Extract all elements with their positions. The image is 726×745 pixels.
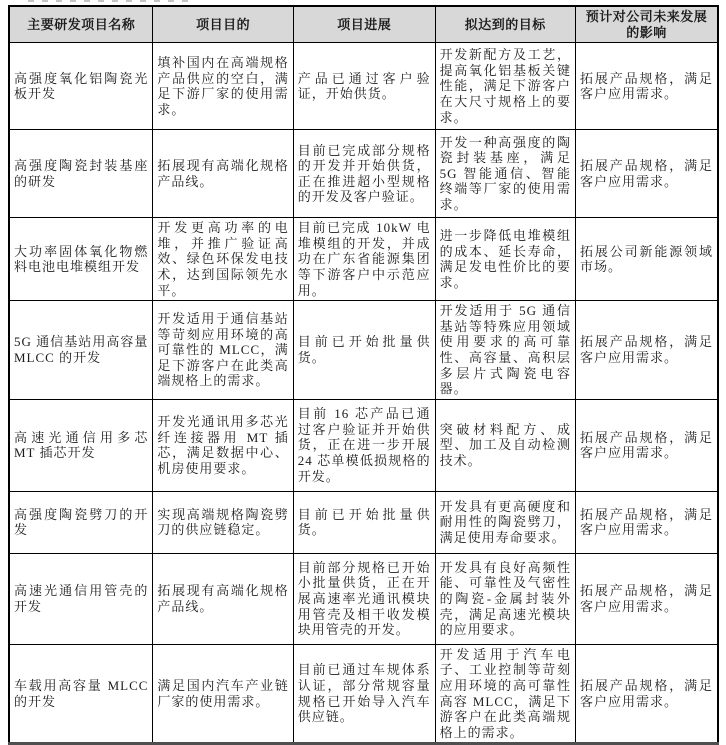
cell-impact: 拓展产品规格，满足客户应用需求。 [575,644,718,744]
cell-purpose: 拓展现有高端化规格产品线。 [153,130,293,218]
table-header-row [9,6,718,43]
table-row [9,218,718,301]
cell-name: 大功率固体氧化物燃料电池电堆模组开发 [9,218,153,301]
cell-name: 高强度氧化铝陶瓷光板开发 [9,43,153,130]
cell-progress: 目前已通过车规体系认证，部分常规容量规格已开始导入汽车供应链。 [293,644,435,744]
cell-progress: 目前已完成 10kW 电堆模组的开发，并成功在广东省能源集团等下游客户中示范应用。 [293,218,435,301]
col-header-goal: 拟达到的目标 [435,6,575,43]
table-row [9,301,718,400]
rd-projects-table [8,5,719,745]
cell-purpose: 填补国内在高端规格产品供应的空白，满足下游厂家的使用需求。 [153,43,293,130]
cell-goal: 开发具有更高硬度和耐用性的陶瓷劈刀，满足使用寿命要求。 [435,491,575,553]
cell-name: 5G 通信基站用高容量 MLCC 的开发 [9,301,153,400]
cell-purpose: 开发光通讯用多芯光纤连接器用 MT 插芯，满足数据中心、机房使用要求。 [153,399,293,491]
table-row [9,130,718,218]
cell-impact: 拓展产品规格，满足客户应用需求。 [575,553,718,644]
cell-progress: 目前部分规格已开始小批量供货，正在开展高速率光通讯模块用管壳及相干收发模块用管壳的开发。 [293,553,435,644]
cell-name: 车载用高容量 MLCC 的开发 [9,644,153,744]
table-body [9,43,718,744]
cell-progress: 目前 16 芯产品已通过客户验证并开始供货，正在进一步开展 24 芯单模低损规格的开发。 [293,399,435,491]
table-row [9,553,718,644]
cell-progress: 目前已开始批量供货。 [293,491,435,553]
cell-goal: 开发一种高强度的陶瓷封装基座，满足 5G 智能通信、智能终端等厂家的使用需求。 [435,130,575,218]
table-row [9,399,718,491]
cell-name: 高速光通信用多芯 MT 插芯开发 [9,399,153,491]
cell-progress: 目前已开始批量供货。 [293,301,435,400]
cell-purpose: 开发更高功率的电堆，并推广验证高效、绿色环保发电技术，达到国际领先水平。 [153,218,293,301]
cell-purpose: 拓展现有高端化规格产品线。 [153,553,293,644]
col-header-purpose: 项目目的 [153,6,293,43]
cell-goal: 开发新配方及工艺，提高氧化铝基板关键性能，满足下游客户在大尺寸规格上的要求。 [435,43,575,130]
table-header [9,6,718,43]
cell-progress: 目前已完成部分规格的开发并开始供货，正在推进超小型规格的开发及客户验证。 [293,130,435,218]
cell-goal: 进一步降低电堆模组的成本、延长寿命，满足发电性价比的要求。 [435,218,575,301]
cell-goal: 突破材料配方、成型、加工及自动检测技术。 [435,399,575,491]
table-row [9,644,718,744]
cell-impact: 拓展产品规格，满足客户应用需求。 [575,399,718,491]
col-header-project-name: 主要研发项目名称 [9,6,153,43]
cell-name: 高速光通信用管壳的开发 [9,553,153,644]
cell-goal: 开发适用于汽车电子、工业控制等苛刻应用环境的高可靠性高容 MLCC，满足下游客户在此类高端规格上的需求。 [435,644,575,744]
cell-purpose: 满足国内汽车产业链厂家的使用需求。 [153,644,293,744]
cell-purpose: 实现高端规格陶瓷劈刀的供应链稳定。 [153,491,293,553]
cell-goal: 开发具有良好高频性能、可靠性及气密性的陶瓷-金属封装外壳，满足高速光模块的应用要求。 [435,553,575,644]
cropped-text-remnant [28,0,188,2]
cell-impact: 拓展公司新能源领域市场。 [575,218,718,301]
cell-impact: 拓展产品规格，满足客户应用需求。 [575,43,718,130]
cell-impact: 拓展产品规格，满足客户应用需求。 [575,301,718,400]
cell-impact: 拓展产品规格，满足客户应用需求。 [575,130,718,218]
cell-name: 高强度陶瓷劈刀的开发 [9,491,153,553]
col-header-progress: 项目进展 [293,6,435,43]
col-header-impact: 预计对公司未来发展的影响 [575,6,718,43]
cell-impact: 拓展产品规格，满足客户应用需求。 [575,491,718,553]
cell-progress: 产品已通过客户验证，开始供货。 [293,43,435,130]
cell-name: 高强度陶瓷封装基座的研发 [9,130,153,218]
table-row [9,491,718,553]
table-row [9,43,718,130]
cell-purpose: 开发适用于通信基站等苛刻应用环境的高可靠性的 MLCC，满足下游客户在此类高端规格上的需求。 [153,301,293,400]
cell-goal: 开发适用于 5G 通信基站等特殊应用领域使用要求的高可靠性、高容量、高积层多层片式陶瓷电容器。 [435,301,575,400]
